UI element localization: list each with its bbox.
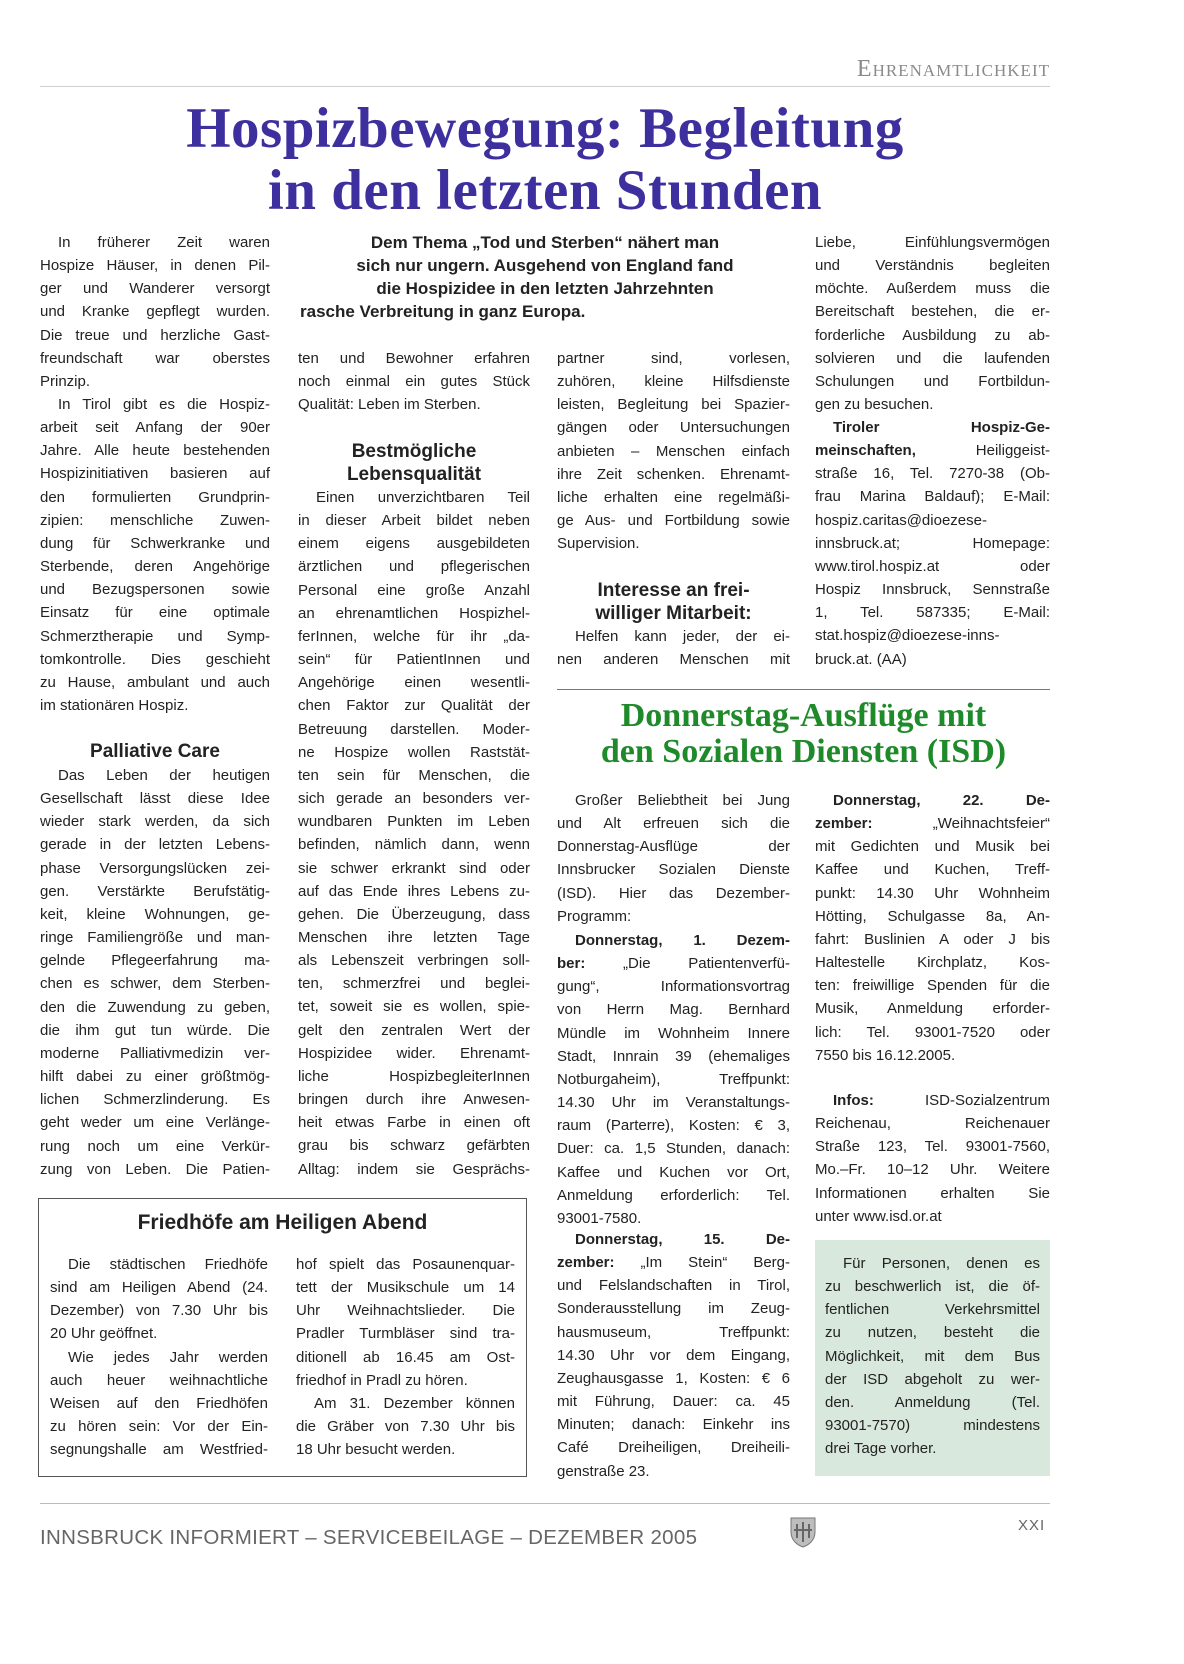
- paragraph: [50, 1346, 268, 1462]
- text-line: Lebensqualität: [346, 464, 482, 486]
- text-line: arbeit seit Anfang der 90er: [40, 419, 270, 437]
- text-line: Personal eine große Anzahl: [298, 581, 530, 599]
- text-line: ditionell ab 16.45 am Ost-: [296, 1348, 515, 1366]
- text-line: genstraße 23.: [557, 1462, 650, 1480]
- text-line: rung noch um eine Verkür-: [40, 1137, 270, 1155]
- text-line: ge Aus- und Fortbildung sowie: [557, 512, 790, 530]
- text-line: hilft dabei zu einer größtmög-: [40, 1068, 270, 1086]
- text-line: Zeughausgasse 1, Kosten: € 6: [557, 1369, 790, 1387]
- text-line: zember: „Weihnachtsfeier“: [815, 815, 1050, 833]
- text-line: an ehrenamtlichen Hospizhel-: [298, 604, 530, 622]
- text-line: Liebe, Einfühlungsvermögen: [815, 234, 1050, 251]
- footer-divider: [40, 1503, 1050, 1504]
- subheading-lebensqualitaet: [298, 440, 530, 486]
- text-line: Supervision.: [557, 535, 640, 553]
- text-line: frau Marina Baldauf); E-Mail:: [815, 488, 1050, 506]
- text-line: befinden, nämlich dann, wenn: [298, 836, 530, 854]
- text-line: ger und Wanderer versorgt: [40, 280, 270, 298]
- bold-lead: zember:: [815, 815, 873, 833]
- text-line: auf das Ende ihres Lebens zu-: [298, 882, 530, 900]
- text-line: bringen durch ihre Anwesen-: [298, 1091, 530, 1109]
- title-line: in den letzten Stunden: [267, 159, 823, 222]
- bold-lead: meinschaften,: [815, 442, 916, 460]
- text-line: gen zu besuchen.: [815, 396, 934, 414]
- paragraph: [557, 347, 790, 555]
- text-line: wundbaren Punkten im Leben: [298, 813, 530, 831]
- text-line: punkt: 14.30 Uhr Wohnheim: [815, 884, 1050, 902]
- text-line: Donnerstag-Ausflüge der: [557, 838, 790, 856]
- text-line: Straße 123, Tel. 93001-7560,: [815, 1138, 1050, 1156]
- friedhoefe-box: [38, 1198, 527, 1477]
- text-line: lichen Schmerzlinderung. Es: [40, 1091, 270, 1109]
- text-line: [557, 1228, 790, 1251]
- paragraph: [298, 347, 530, 416]
- text-line: Schmerztherapie und Symp-: [40, 627, 270, 645]
- text-line: Helfen kann jeder, der ei-: [575, 628, 790, 645]
- text-line: [815, 416, 1050, 439]
- page-number: XXI: [1018, 1517, 1046, 1534]
- text-line: ten und Bewohner erfahren: [298, 350, 530, 367]
- title-line: den Sozialen Diensten (ISD): [600, 733, 1007, 770]
- paragraph: [815, 231, 1050, 416]
- text-line: ten sein für Menschen, die: [298, 766, 530, 784]
- text-line: ten, schmerzfrei und beglei-: [298, 975, 530, 993]
- text-line: fahrt: Buslinien A oder J bis: [815, 930, 1050, 948]
- text-line: keit, kleine Wohnungen, ge-: [40, 905, 270, 923]
- text-line: mit Führung, Dauer: ca. 45: [557, 1393, 790, 1411]
- text-line: Uhr Weihnachtslieder. Die: [296, 1302, 515, 1320]
- text-line: von Herrn Mag. Bernhard: [557, 1001, 790, 1019]
- text-line: anbieten – Menschen einfach: [557, 442, 790, 460]
- text-line: Alltag: indem sie Gesprächs-: [298, 1160, 530, 1178]
- text-line: lich: Tel. 93001-7520 oder: [815, 1023, 1050, 1041]
- text-line: hof spielt das Posaunenquar-: [296, 1256, 515, 1273]
- text-line: forderliche Ausbildung zu ab-: [815, 326, 1050, 344]
- text-line: 1, Tel. 587335; E-Mail:: [815, 604, 1050, 622]
- text-line: gung“, Informationsvortrag: [557, 978, 790, 996]
- text-line: ber: „Die Patientenverfü-: [557, 955, 790, 973]
- text-line: zuhören, kleine Hilfsdienste: [557, 373, 790, 391]
- text-line: und Verständnis begleiten: [815, 257, 1050, 275]
- publication-footer: INNSBRUCK INFORMIERT – SERVICEBEILAGE – DEZEMBER 2005: [40, 1526, 698, 1549]
- text-line: Infos: ISD-Sozialzentrum: [833, 1092, 1050, 1109]
- text-line: Programm:: [557, 907, 632, 925]
- paragraph: [40, 231, 270, 393]
- text-line: ihre Zeit schenken. Ehrenamt-: [557, 465, 790, 483]
- text-line: Anmeldung erforderlich: Tel.: [557, 1186, 790, 1204]
- text-line: phase Versorgungslücken zei-: [40, 859, 270, 877]
- text-line: Dem Thema „Tod und Sterben“ nähert man: [370, 233, 720, 252]
- text-line: sein“ für PatientInnen und: [298, 651, 530, 669]
- text-line: 14.30 Uhr im Veranstaltungs-: [557, 1094, 790, 1112]
- text-line: die Hospizidee in den letzten Jahrzehnten: [376, 279, 714, 299]
- info-paragraph: [815, 1089, 1050, 1228]
- text-line: Wie jedes Jahr werden: [68, 1348, 268, 1366]
- text-line: und Kranke gepflegt wurden.: [40, 303, 270, 321]
- contact-paragraph: [815, 416, 1050, 671]
- text-line: Hospizidee wider. Ehrenamt-: [298, 1044, 530, 1062]
- text-line: tett der Musikschule um 14: [296, 1279, 515, 1297]
- text-line: 18 Uhr besucht werden.: [296, 1441, 456, 1459]
- text-line: in dieser Arbeit bildet neben: [298, 512, 530, 530]
- text-line: ten: freiwillige Spenden für die: [815, 977, 1050, 995]
- text-line: fentlichen Verkehrsmittel: [825, 1301, 1040, 1319]
- text-line: 14.30 Uhr vor dem Eingang,: [557, 1346, 790, 1364]
- text-line: Kaffee und Kuchen vor Ort,: [557, 1163, 790, 1181]
- paragraph: [296, 1392, 515, 1461]
- text-line: In Tirol gibt es die Hospiz-: [58, 396, 270, 413]
- text-line: noch einmal ein gutes Stück: [298, 373, 530, 391]
- text-line: und Bezugspersonen sowie: [40, 581, 270, 599]
- text-line: [815, 789, 1050, 812]
- text-line: liche HospizbegleiterInnen: [298, 1067, 530, 1085]
- text-line: zipien: menschliche Zuwen-: [40, 511, 270, 529]
- text-line: In früherer Zeit waren: [58, 234, 270, 251]
- text-line: liche erhalten eine regelmäßi-: [557, 488, 790, 506]
- text-line: Einen unverzichtbaren Teil: [316, 489, 530, 506]
- text-line: raum (Parterre), Kosten: € 3,: [557, 1117, 790, 1135]
- text-line: Minuten; danach: Einkehr ins: [557, 1416, 790, 1434]
- text-line: Duer: ca. 1,5 Stunden, danach:: [557, 1140, 790, 1158]
- text-line: freundschaft war oberstes: [40, 349, 270, 367]
- text-line: den die Zuwendung zu geben,: [40, 998, 270, 1016]
- text-line: geht weder um eine Verlänge-: [40, 1114, 270, 1132]
- event-paragraph: [815, 789, 1050, 1067]
- paragraph: [298, 486, 530, 1181]
- text-line: tet, soweit sie es wollen, spie-: [298, 998, 530, 1016]
- text-line: zung von Leben. Die Patien-: [40, 1160, 270, 1178]
- text-line: ringe Familiengröße und man-: [40, 929, 270, 947]
- text-line: leisten, Begleitung bei Spazier-: [557, 396, 790, 414]
- text-line: zu hören sein: Vor der Ein-: [50, 1418, 268, 1436]
- isd-title: [557, 698, 1050, 770]
- text-line: gerade in der letzten Lebens-: [40, 836, 270, 854]
- text-line: segnungshalle am Westfried-: [50, 1441, 268, 1459]
- text-line: zember: „Im Stein“ Berg-: [557, 1254, 790, 1272]
- text-line: Möglichkeit, mit dem Bus: [825, 1347, 1040, 1365]
- text-line: innsbruck.at; Homepage:: [815, 534, 1050, 552]
- text-line: die ihm gut tun würde. Die: [40, 1021, 270, 1039]
- text-line: Einsatz für eine optimale: [40, 604, 270, 622]
- subheading-interesse: [557, 579, 790, 625]
- text-line: Jahre. Alle heute bestehenden: [40, 442, 270, 460]
- text-line: zu beschwerlich ist, die öf-: [825, 1278, 1040, 1296]
- text-line: hospiz.caritas@dioezese-: [815, 511, 987, 529]
- bold-lead: Donnerstag, 15. De-: [575, 1231, 790, 1248]
- article-lead: [300, 231, 790, 324]
- text-line: Mo.–Fr. 10–12 Uhr. Weitere: [815, 1161, 1050, 1179]
- text-line: sind am Heiligen Abend (24.: [50, 1279, 268, 1297]
- bold-lead: ber:: [557, 955, 586, 973]
- box-title: Friedhöfe am Heiligen Abend: [137, 1211, 428, 1234]
- text-line: solvieren und die laufenden: [815, 349, 1050, 367]
- innsbruck-coat-of-arms-icon: [789, 1514, 817, 1548]
- text-line: 93001-7580.: [557, 1209, 642, 1227]
- text-line: Betreuung darstellen. Moder-: [298, 720, 530, 738]
- text-line: Schulungen und Fortbildun-: [815, 372, 1050, 390]
- paragraph: [40, 393, 270, 717]
- text-line: sie schwer erkrankt sind oder: [298, 859, 530, 877]
- text-line: 7550 bis 16.12.2005.: [815, 1046, 956, 1064]
- text-line: [557, 929, 790, 952]
- text-line: der ISD abgeholt zu wer-: [825, 1370, 1040, 1388]
- section-divider: [557, 689, 1050, 690]
- bold-lead: Infos:: [833, 1092, 874, 1109]
- text-line: gen. Verstärkte Berufstätig-: [40, 882, 270, 900]
- text-line: (ISD). Hier das Dezember-: [557, 884, 790, 902]
- text-line: dung für Schwerkranke und: [40, 534, 270, 552]
- text-line: Die städtischen Friedhöfe: [68, 1256, 268, 1273]
- text-line: friedhof in Pradl zu hören.: [296, 1371, 468, 1389]
- section-label: Ehrenamtlichkeit: [856, 56, 1050, 82]
- text-line: Hötting, Schulgasse 8a, An-: [815, 907, 1050, 925]
- text-line: gelt den zentralen Wert der: [298, 1021, 530, 1039]
- text-line: Menschen ihre letzten Tage: [298, 928, 530, 946]
- text-line: gelnde Pflegeerfahrung ma-: [40, 952, 270, 970]
- text-line: Prinzip.: [40, 372, 91, 390]
- text-line: Notburgaheim), Treffpunkt:: [557, 1070, 790, 1088]
- text-line: und Felslandschaften in Tirol,: [557, 1277, 790, 1295]
- text-line: Hospiz Innsbruck, Sennstraße: [815, 581, 1050, 599]
- text-line: gehen. Die Überzeugung, dass: [298, 905, 530, 923]
- text-line: Das Leben der heutigen: [58, 767, 270, 784]
- paragraph: [557, 789, 790, 928]
- text-line: Sterbende, deren Angehörige: [40, 558, 270, 576]
- text-line: rasche Verbreitung in ganz Europa.: [300, 302, 586, 322]
- subheading-palliative-care: [40, 740, 270, 763]
- text-line: als Lebenszeit verbringen soll-: [298, 952, 530, 970]
- text-line: Palliative Care: [90, 741, 220, 762]
- bold-lead: Donnerstag, 22. De-: [833, 792, 1050, 809]
- text-line: einem eigens ausgebildeten: [298, 535, 530, 553]
- paragraph: [825, 1252, 1040, 1460]
- text-line: 93001-7570) mindestens: [825, 1417, 1040, 1435]
- paragraph: [296, 1253, 515, 1392]
- bold-lead: Tiroler Hospiz-Ge-: [833, 419, 1050, 436]
- bold-lead: zember:: [557, 1254, 615, 1272]
- text-line: grau bis schwarz gefärbten: [298, 1137, 530, 1155]
- header-divider: [40, 86, 1050, 87]
- article-title: [40, 98, 1050, 222]
- paragraph: [50, 1253, 268, 1346]
- text-line: ferInnen, welche für ihr „da-: [298, 627, 530, 645]
- text-line: unter www.isd.or.at: [815, 1207, 942, 1225]
- text-line: zu Hause, ambulant und auch: [40, 673, 270, 691]
- text-line: Informationen erhalten Sie: [815, 1184, 1050, 1202]
- text-line: meinschaften, Heiliggeist-: [815, 442, 1050, 460]
- text-line: Café Dreiheiligen, Dreiheili-: [557, 1439, 790, 1457]
- text-line: Bereitschaft bestehen, die er-: [815, 303, 1050, 321]
- text-line: Mündle im Wohnheim Innere: [557, 1024, 790, 1042]
- text-line: Musik, Anmeldung erforder-: [815, 1000, 1050, 1018]
- text-line: www.tirol.hospiz.at oder: [815, 557, 1050, 575]
- text-line: 20 Uhr geöffnet.: [50, 1325, 158, 1343]
- text-line: Qualität: Leben im Sterben.: [298, 396, 481, 414]
- text-line: Großer Beliebtheit bei Jung: [575, 792, 790, 809]
- paragraph: [557, 625, 790, 671]
- text-line: mit Gedichten und Musik bei: [815, 838, 1050, 856]
- text-line: Die treue und herzliche Gast-: [40, 326, 270, 344]
- text-line: ärztlichen und pflegerischen: [298, 558, 530, 576]
- text-line: Stadt, Innrain 39 (ehemaliges: [557, 1047, 790, 1065]
- text-line: möchte. Außerdem muss die: [815, 280, 1050, 298]
- text-line: und Alt erfreuen sich die: [557, 815, 790, 833]
- text-line: ne Hospize wollen Raststät-: [298, 743, 530, 761]
- text-line: Kaffee und Kuchen, Treff-: [815, 861, 1050, 879]
- text-line: Pradler Turmbläser sind tra-: [296, 1325, 515, 1343]
- event-paragraph: [557, 1228, 790, 1483]
- title-line: Hospizbewegung: Begleitung: [186, 97, 904, 160]
- text-line: gängen oder Untersuchungen: [557, 419, 790, 437]
- transport-info-box: [815, 1240, 1050, 1476]
- text-line: Innsbrucker Sozialen Dienste: [557, 861, 790, 879]
- text-line: chen Faktor zur Qualität der: [298, 697, 530, 715]
- text-line: Interesse an frei-: [597, 580, 750, 601]
- paragraph: [40, 764, 270, 1181]
- text-line: straße 16, Tel. 7270-38 (Ob-: [815, 465, 1050, 483]
- text-line: auch heuer weihnachtliche: [50, 1371, 268, 1389]
- text-line: bruck.at. (AA): [815, 650, 907, 668]
- event-paragraph: [557, 929, 790, 1230]
- text-line: chen es schwer, dem Sterben-: [40, 975, 270, 993]
- text-line: im stationären Hospiz.: [40, 697, 189, 715]
- box-column-left: [50, 1253, 268, 1461]
- text-line: Sonderausstellung im Zeug-: [557, 1300, 790, 1318]
- text-line: Hospize Häuser, in denen Pil-: [40, 257, 270, 275]
- text-line: Reichenau, Reichenauer: [815, 1115, 1050, 1133]
- text-line: nen anderen Menschen mit: [557, 651, 790, 669]
- text-line: Angehörige einen wesentli-: [298, 674, 530, 692]
- text-line: wieder stark werden, da sich: [40, 813, 270, 831]
- text-line: tomkontrolle. Dies geschieht: [40, 650, 270, 668]
- text-line: sich gerade an besonders ver-: [298, 790, 530, 808]
- text-line: die Gräber von 7.30 Uhr bis: [296, 1418, 515, 1436]
- text-line: stat.hospiz@dioezese-inns-: [815, 627, 1000, 645]
- text-line: den. Anmeldung (Tel.: [825, 1393, 1040, 1411]
- text-line: heit etwas Farbe in einen oft: [298, 1114, 530, 1132]
- text-line: Gesellschaft lässt diese Idee: [40, 790, 270, 808]
- title-line: Donnerstag-Ausflüge mit: [620, 697, 987, 734]
- text-line: zu nutzen, besteht die: [825, 1324, 1040, 1342]
- text-line: Dezember) von 7.30 Uhr bis: [50, 1302, 268, 1320]
- text-line: sich nur ungern. Ausgehend von England fand: [356, 256, 734, 276]
- text-line: williger Mitarbeit:: [595, 603, 752, 625]
- text-line: den formulierten Grundprin-: [40, 488, 270, 506]
- text-line: Weisen auf den Friedhöfen: [50, 1394, 268, 1412]
- text-line: partner sind, vorlesen,: [557, 350, 790, 367]
- text-line: Für Personen, denen es: [843, 1255, 1040, 1272]
- text-line: moderne Palliativmedizin ver-: [40, 1044, 270, 1062]
- text-line: hausmuseum, Treffpunkt:: [557, 1323, 790, 1341]
- text-line: Haltestelle Kirchplatz, Kos-: [815, 954, 1050, 972]
- text-line: Am 31. Dezember können: [314, 1394, 515, 1412]
- text-line: Hospizinitiativen basieren auf: [40, 465, 270, 483]
- box-column-right: [296, 1253, 515, 1461]
- text-line: drei Tage vorher.: [825, 1440, 937, 1458]
- text-line: Bestmögliche: [351, 441, 477, 462]
- bold-lead: Donnerstag, 1. Dezem-: [575, 932, 790, 949]
